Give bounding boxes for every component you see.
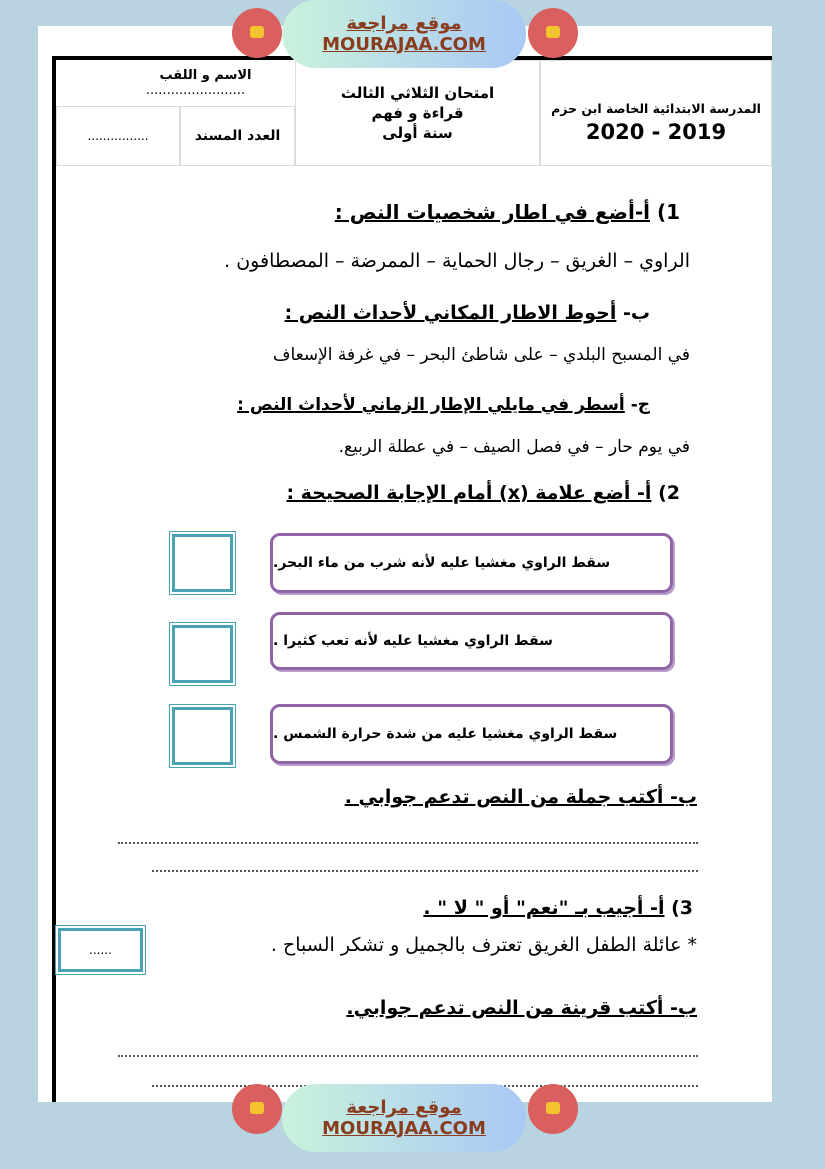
q1-a-answer: الراوي – الغريق – رجال الحماية – الممرضة – المصطافون . <box>224 250 690 272</box>
answer-line[interactable] <box>118 1055 698 1057</box>
logo-icon <box>528 1084 578 1134</box>
name-field[interactable]: ........................ <box>145 83 246 98</box>
exam-title-cell <box>295 60 540 166</box>
q3-number: 3) <box>671 897 693 919</box>
q1-a-title: أ-أضع في اطار شخصيات النص : <box>334 200 650 224</box>
logo-icon <box>528 8 578 58</box>
school-year: 2020 - 2019 <box>585 119 727 144</box>
school-name: المدرسة الابتدائية الخاصة ابن حزم <box>551 100 761 116</box>
watermark-latin: MOURAJAA.COM <box>322 1118 486 1139</box>
q1-c-answer: في يوم حار – في فصل الصيف – في عطلة الربيع. <box>338 437 690 457</box>
name-cell <box>56 60 295 106</box>
exam-title: امتحان الثلاثي الثالث <box>340 84 495 102</box>
exam-level: سنة أولى <box>382 124 453 142</box>
q2-b-title <box>345 786 697 808</box>
grade-label: العدد المسند <box>194 128 281 144</box>
answer-line[interactable] <box>118 842 698 844</box>
watermark-arabic: موقع مراجعة <box>346 13 462 34</box>
exam-subject: قراءة و فهم <box>371 104 464 122</box>
option-1: سقط الراوي مغشيا عليه لأنه شرب من ماء البحر. <box>270 533 673 593</box>
logo-icon <box>232 8 282 58</box>
name-label: الاسم و اللقب <box>159 68 252 83</box>
answer-line[interactable] <box>152 870 698 872</box>
watermark-bottom[interactable] <box>282 1084 526 1152</box>
q3-b-title-text: ب- أكتب قرينة من النص تدعم جوابي. <box>346 997 697 1019</box>
q2-b-title-text: ب- أكتب جملة من النص تدعم جوابي . <box>344 786 697 808</box>
watermark-latin: MOURAJAA.COM <box>322 34 486 55</box>
q1-b-title-text: أحوط الاطار المكاني لأحداث النص : <box>284 302 617 324</box>
logo-icon <box>232 1084 282 1134</box>
q1-title <box>335 200 680 224</box>
q1-c-prefix: ج- <box>630 395 650 415</box>
q1-b-title <box>285 302 650 324</box>
q3-a-title: أ- أجيب بـ "نعم" أو " لا " . <box>423 897 665 919</box>
q1-c-title <box>237 395 650 415</box>
q3-b-title <box>346 997 697 1019</box>
q1-b-answer: في المسبح البلدي – على شاطئ البحر – في غرفة الإسعاف <box>272 345 690 365</box>
q3-title <box>423 897 693 919</box>
watermark-arabic: موقع مراجعة <box>346 1097 462 1118</box>
q2-a-title: أ- أضع علامة (x) أمام الإجابة الصحيحة : <box>286 482 652 504</box>
q1-number: 1) <box>656 200 680 224</box>
option-2: سقط الراوي مغشيا عليه لأنه تعب كثيرا . <box>270 612 673 670</box>
q1-b-prefix: ب- <box>623 302 650 324</box>
grade-label-cell <box>180 106 295 166</box>
school-cell <box>540 60 772 166</box>
q3-statement: * عائلة الطفل الغريق تعترف بالجميل و تشكر السباح . <box>270 934 697 956</box>
grade-dots: ................ <box>87 129 149 143</box>
q1-c-title-text: أسطر في مايلي الإطار الزماني لأحداث النص : <box>237 395 625 415</box>
grade-field[interactable] <box>56 106 180 166</box>
option-1-checkbox[interactable] <box>172 534 233 592</box>
option-3: سقط الراوي مغشيا عليه من شدة حرارة الشمس . <box>270 704 673 764</box>
q2-title <box>286 482 680 504</box>
option-3-checkbox[interactable] <box>172 707 233 765</box>
q3-answer-box[interactable]: ...... <box>58 928 143 972</box>
q2-number: 2) <box>658 482 680 504</box>
watermark-top[interactable] <box>282 0 526 68</box>
option-2-checkbox[interactable] <box>172 625 233 683</box>
